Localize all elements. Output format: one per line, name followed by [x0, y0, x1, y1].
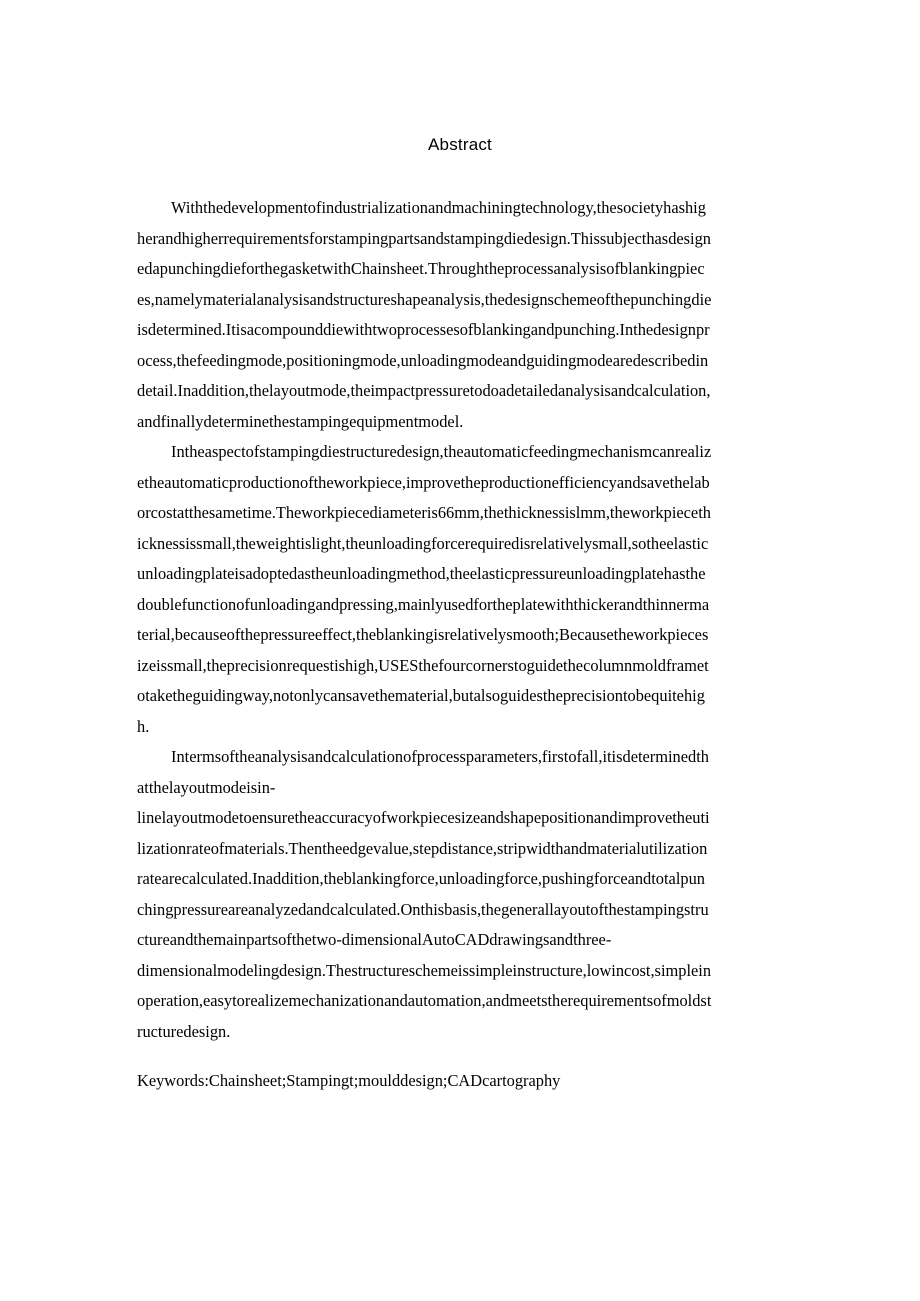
paragraph-1 [137, 193, 787, 437]
text-line: ratearecalculated.Inaddition,theblankingforce,unloadingforce,pushingforceandtotalpun [137, 869, 705, 888]
text-line: lizationrateofmaterials.Thentheedgevalue,stepdistance,stripwidthandmaterialutilization [137, 838, 708, 858]
text-line: icknessissmall,theweightislight,theunloadingforcerequiredisrelativelysmall,sotheelastic [137, 533, 709, 553]
abstract-title: Abstract [428, 135, 492, 154]
text-line: linelayoutmodetoensuretheaccuracyofworkpiecesizeandshapepositionandimprovetheuti [137, 808, 710, 827]
text-line: detail.Inaddition,thelayoutmode,theimpactpressuretodoadetailedanalysisandcalculation, [137, 381, 711, 400]
text-line: andfinallydeterminethestampingequipmentmodel. [137, 411, 464, 431]
text-line: Intermsoftheanalysisandcalculationofprocessparameters,firstofall,itisdeterminedth [171, 747, 709, 766]
text-line: terial,becauseofthepressureeffect,theblankingisrelativelysmooth;Becausetheworkpieces [137, 625, 709, 644]
text-line: orcostatthesametime.Theworkpiecediameteris66mm,thethicknessislmm,theworkpieceth [137, 503, 711, 522]
text-line: unloadingplateisadoptedastheunloadingmethod,theelasticpressureunloadingplatehasthe [137, 564, 706, 583]
text-line: es,namelymaterialanalysisandstructureshapeanalysis,thedesignschemeofthepunchingdie [137, 289, 712, 309]
text-line: herandhigherrequirementsforstampingpartsandstampingdiedesign.Thissubjecthasdesign [137, 228, 711, 248]
text-line: chingpressureareanalyzedandcalculated.Onthisbasis,thegenerallayoutofthestampingstru [137, 899, 709, 919]
text-line: etheautomaticproductionoftheworkpiece,improvetheproductionefficiencyandsavethelab [137, 472, 710, 492]
keywords-line: Keywords:Chainsheet;Stampingt;moulddesign;CADcartography [137, 1071, 561, 1090]
text-line: ocess,thefeedingmode,positioningmode,unloadingmodeandguidingmodearedescribedin [137, 350, 709, 370]
text-line: dimensionalmodelingdesign.Thestructureschemeissimpleinstructure,lowincost,simplein [137, 960, 712, 980]
text-line: atthelayoutmodeisin- [137, 777, 276, 797]
text-line: izeissmall,theprecisionrequestishigh,USESthefourcornerstoguidethecolumnmoldframet [137, 655, 709, 675]
abstract-body [137, 193, 787, 1047]
text-line: edapunchingdieforthegasketwithChainsheet.Throughtheprocessanalysisofblankingpiec [137, 259, 705, 278]
text-line: doublefunctionofunloadingandpressing,mainlyusedfortheplatewiththickerandthinnerma [137, 594, 710, 614]
text-line: otaketheguidingway,notonlycansavethematerial,butalsoguidestheprecisiontobequitehig [137, 686, 705, 705]
paragraph-2 [137, 437, 787, 742]
text-line: ctureandthemainpartsofthetwo-dimensionalAutoCADdrawingsandthree- [137, 930, 612, 949]
text-line: isdetermined.Itisacompounddiewithtwoprocessesofblankingandpunching.Inthedesignpr [137, 320, 710, 339]
paragraph-3 [137, 742, 787, 1047]
text-line: operation,easytorealizemechanizationandautomation,andmeetstherequirementsofmoldst [137, 991, 712, 1010]
text-line: h. [137, 716, 150, 736]
text-line: Intheaspectofstampingdiestructuredesign,theautomaticfeedingmechanismcanrealiz [171, 442, 712, 461]
text-line: Withthedevelopmentofindustrializationandmachiningtechnology,thesocietyhashig [171, 198, 706, 217]
text-line: ructuredesign. [137, 1021, 231, 1041]
